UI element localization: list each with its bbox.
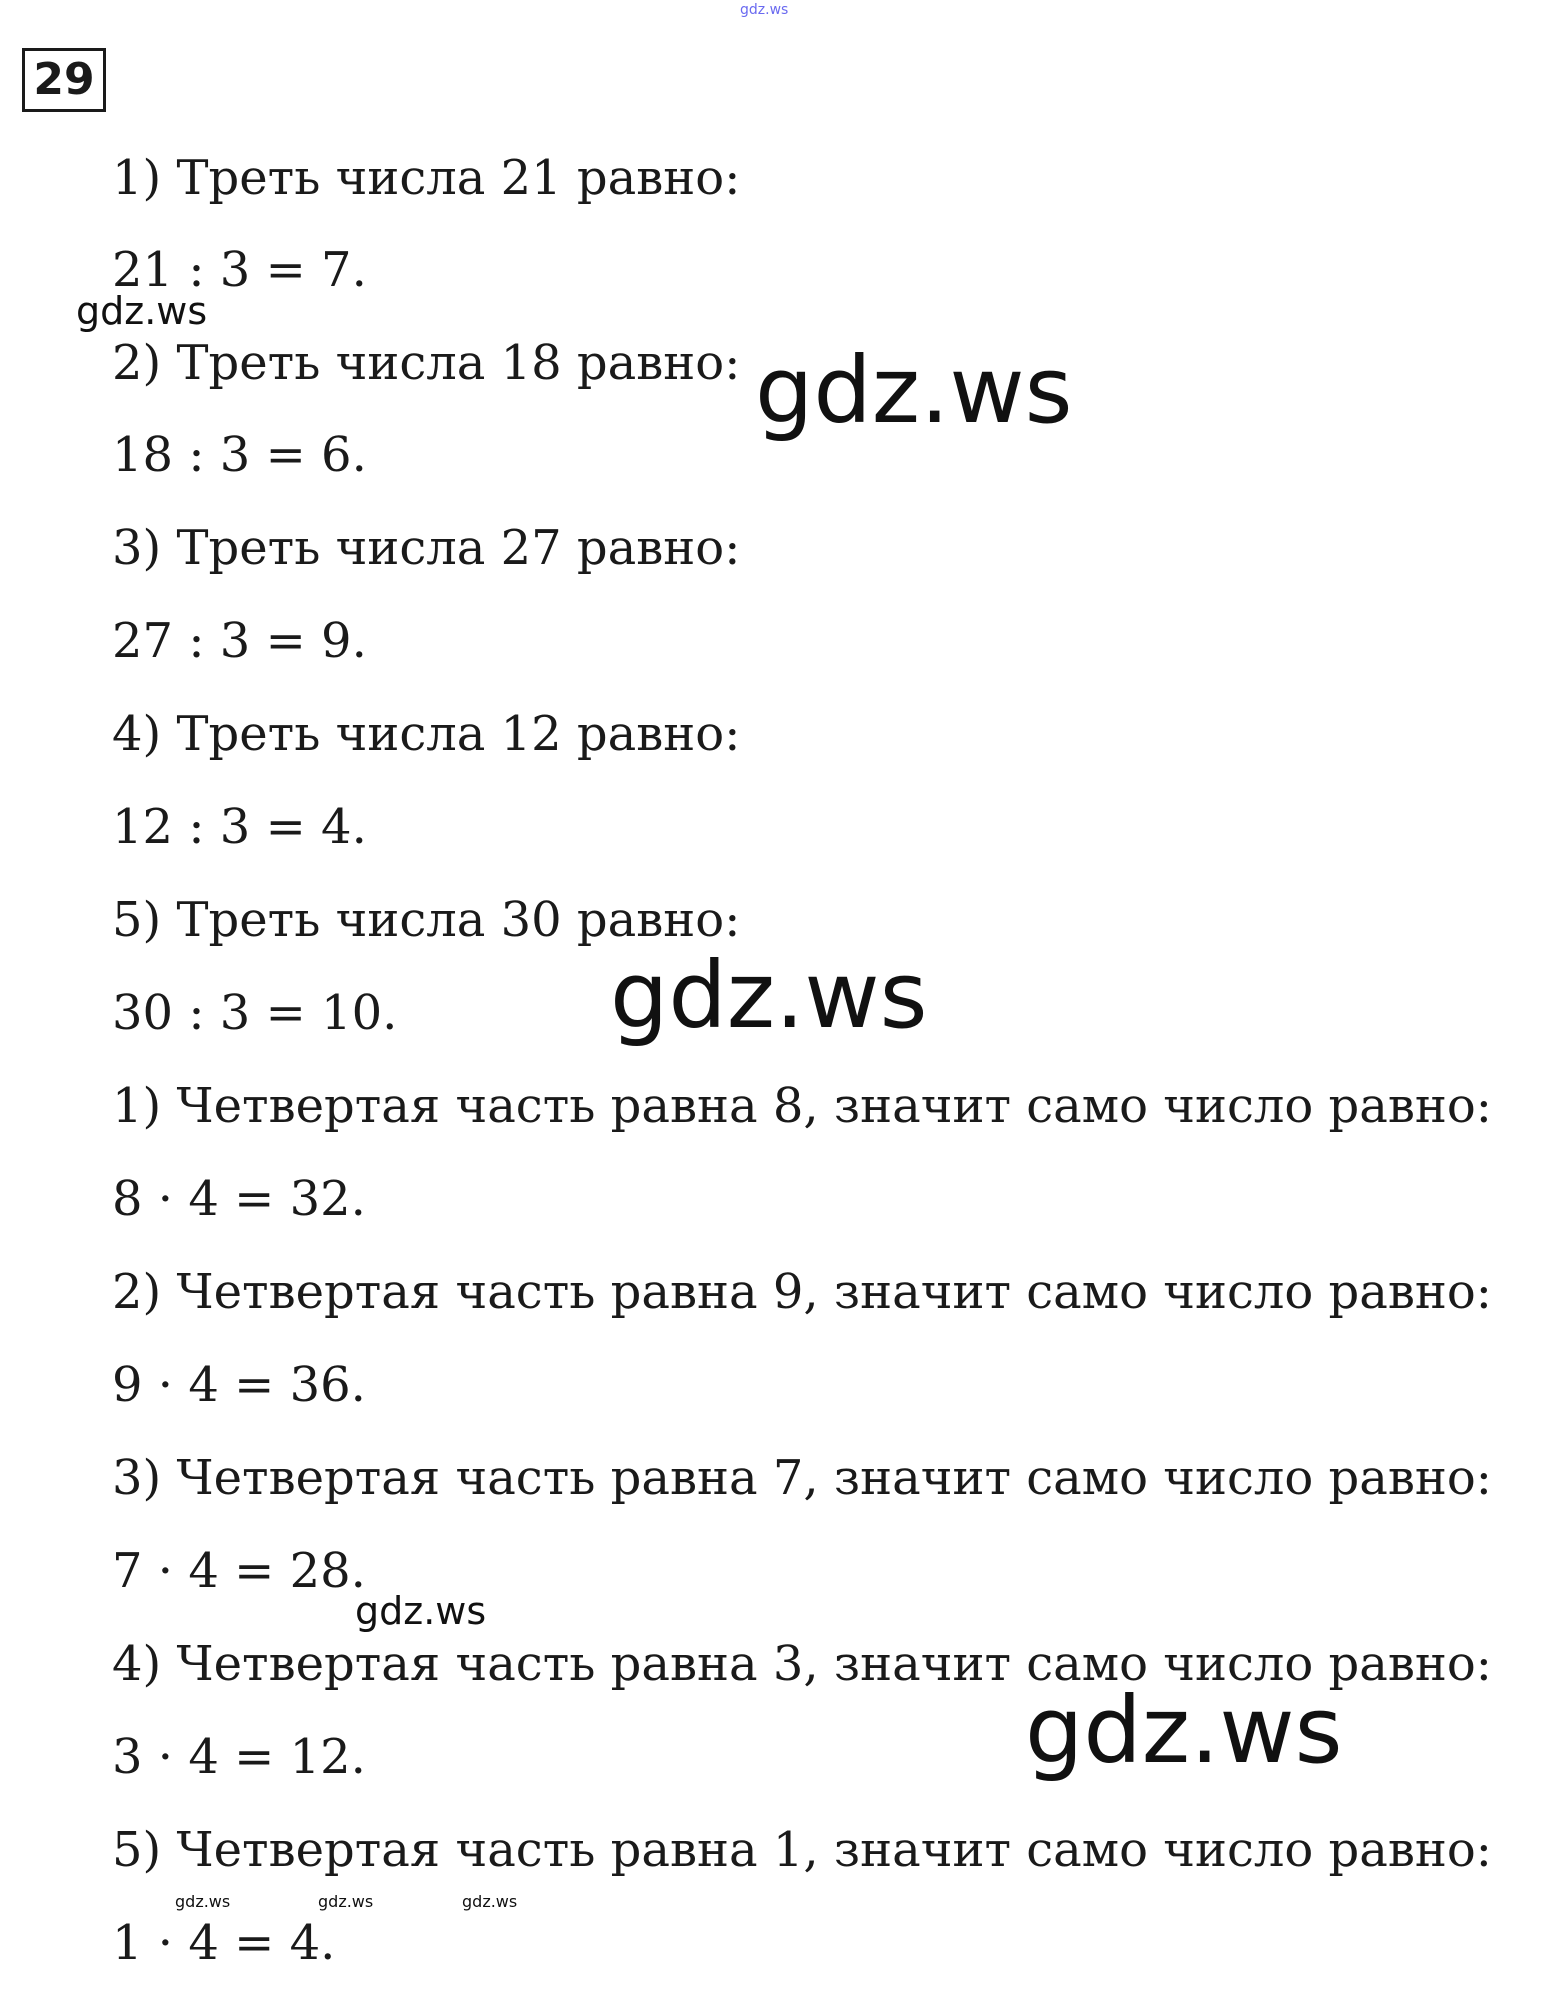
solution-line-11: 1) Четвертая часть равна 8, значит само число равно: — [112, 1078, 1492, 1134]
solution-line-10: 30 : 3 = 10. — [112, 985, 398, 1041]
solution-line-4: 18 : 3 = 6. — [112, 427, 367, 483]
watermark-large-3: gdz.ws — [1025, 1677, 1343, 1784]
task-number-badge: 29 — [22, 48, 106, 112]
solution-line-20: 1 · 4 = 4. — [112, 1915, 336, 1971]
watermark-small-2: gdz.ws — [355, 1589, 487, 1633]
watermark-large-2: gdz.ws — [610, 942, 928, 1049]
watermark-large-1: gdz.ws — [755, 337, 1073, 444]
solution-line-12: 8 · 4 = 32. — [112, 1171, 366, 1227]
solution-line-2: 21 : 3 = 7. — [112, 242, 367, 298]
solution-line-6: 27 : 3 = 9. — [112, 613, 367, 669]
solution-line-15: 3) Четвертая часть равна 7, значит само число равно: — [112, 1450, 1492, 1506]
solution-line-5: 3) Треть числа 27 равно: — [112, 520, 741, 576]
solution-line-14: 9 · 4 = 36. — [112, 1357, 366, 1413]
watermark-top: gdz.ws — [740, 2, 789, 18]
solution-line-13: 2) Четвертая часть равна 9, значит само число равно: — [112, 1264, 1492, 1320]
solution-line-18: 3 · 4 = 12. — [112, 1729, 366, 1785]
solution-line-8: 12 : 3 = 4. — [112, 799, 367, 855]
watermark-tiny-3: gdz.ws — [462, 1892, 518, 1911]
solution-line-17: 4) Четвертая часть равна 3, значит само число равно: — [112, 1636, 1492, 1692]
solution-line-19: 5) Четвертая часть равна 1, значит само число равно: — [112, 1822, 1492, 1878]
solution-line-7: 4) Треть числа 12 равно: — [112, 706, 741, 762]
watermark-tiny-1: gdz.ws — [175, 1892, 231, 1911]
watermark-small-1: gdz.ws — [76, 289, 208, 333]
solution-line-1: 1) Треть числа 21 равно: — [112, 150, 741, 206]
watermark-tiny-2: gdz.ws — [318, 1892, 374, 1911]
solution-line-3: 2) Треть числа 18 равно: — [112, 335, 741, 391]
solution-line-16: 7 · 4 = 28. — [112, 1543, 366, 1599]
solution-line-9: 5) Треть числа 30 равно: — [112, 892, 741, 948]
